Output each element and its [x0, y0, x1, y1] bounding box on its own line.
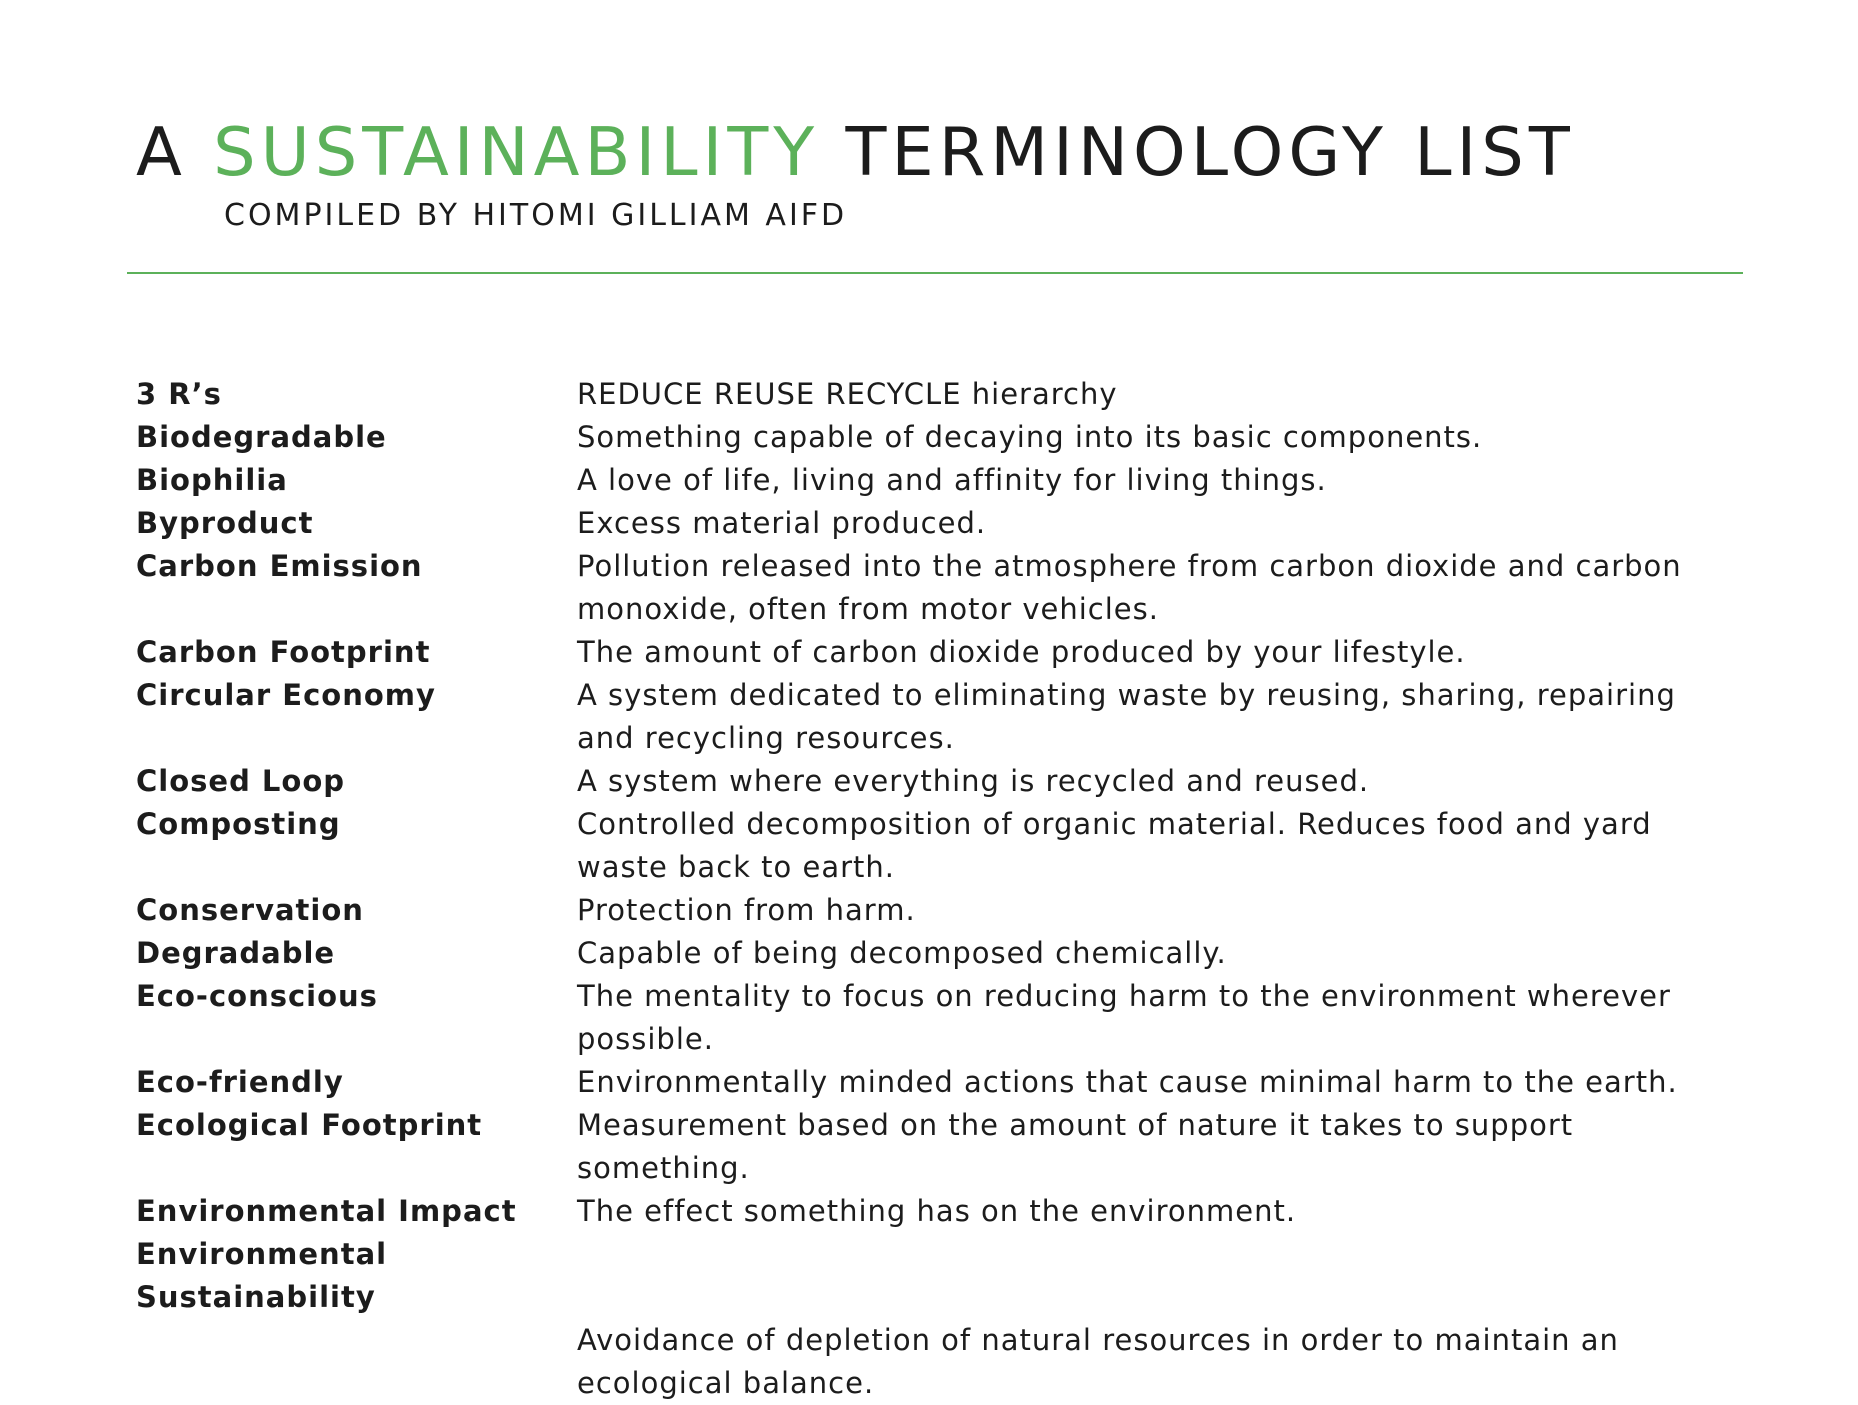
- glossary-term: Biophilia: [136, 463, 288, 497]
- glossary-definition: Capable of being decomposed chemically.: [577, 936, 1227, 970]
- title-suffix: TERMINOLOGY LIST: [819, 113, 1575, 191]
- glossary-list: [136, 373, 1746, 1405]
- glossary-definition: Avoidance of depletion of natural resources in order to maintain an ecological balance.: [577, 1323, 1619, 1400]
- glossary-term: Carbon Footprint: [136, 635, 431, 669]
- glossary-entry: [136, 975, 1746, 1061]
- glossary-entry: [136, 932, 1746, 975]
- glossary-entry: [136, 803, 1746, 889]
- glossary-entry: [136, 1190, 1746, 1233]
- glossary-term: Environmental Sustainability: [136, 1237, 388, 1314]
- glossary-entry: [136, 459, 1746, 502]
- glossary-definition: REDUCE REUSE RECYCLE hierarchy: [577, 377, 1118, 411]
- glossary-term: Ecological Footprint: [136, 1108, 483, 1142]
- glossary-definition: Something capable of decaying into its basic components.: [577, 420, 1483, 454]
- glossary-entry: [136, 416, 1746, 459]
- glossary-term: Environmental Impact: [136, 1194, 517, 1228]
- glossary-definition: A system dedicated to eliminating waste by reusing, sharing, repairing and recycling resources.: [577, 678, 1676, 755]
- glossary-entry: [136, 889, 1746, 932]
- glossary-definition: A love of life, living and affinity for living things.: [577, 463, 1327, 497]
- glossary-term: Closed Loop: [136, 764, 346, 798]
- glossary-definition: Measurement based on the amount of nature it takes to support something.: [577, 1108, 1574, 1185]
- glossary-term: Conservation: [136, 893, 364, 927]
- glossary-term: Byproduct: [136, 506, 314, 540]
- glossary-entry: [136, 674, 1746, 760]
- glossary-term: Eco-friendly: [136, 1065, 344, 1099]
- glossary-entry: [136, 1104, 1746, 1190]
- glossary-definition: Excess material produced.: [577, 506, 987, 540]
- glossary-entry: [136, 1233, 1746, 1405]
- glossary-definition: Controlled decomposition of organic material. Reduces food and yard waste back to earth.: [577, 807, 1652, 884]
- glossary-definition: The effect something has on the environment.: [577, 1194, 1297, 1228]
- glossary-term: Eco-conscious: [136, 979, 378, 1013]
- glossary-entry: [136, 545, 1746, 631]
- glossary-entry: [136, 760, 1746, 803]
- title-prefix: A: [136, 113, 214, 191]
- glossary-definition: Protection from harm.: [577, 893, 916, 927]
- glossary-entry: [136, 1061, 1746, 1104]
- glossary-definition: Environmentally minded actions that cause minimal harm to the earth.: [577, 1065, 1678, 1099]
- document-title: [136, 108, 1575, 196]
- glossary-term: Carbon Emission: [136, 549, 423, 583]
- glossary-entry: [136, 631, 1746, 674]
- glossary-definition: Pollution released into the atmosphere from carbon dioxide and carbon monoxide, often from motor vehicles.: [577, 549, 1682, 626]
- document-subtitle: COMPILED BY HITOMI GILLIAM AIFD: [224, 198, 848, 233]
- glossary-entry: [136, 502, 1746, 545]
- title-accent-word: SUSTAINABILITY: [213, 113, 820, 191]
- header-divider: [127, 272, 1743, 274]
- glossary-definition: The mentality to focus on reducing harm to the environment wherever possible.: [577, 979, 1671, 1056]
- glossary-term: 3 R’s: [136, 377, 222, 411]
- glossary-term: Biodegradable: [136, 420, 387, 454]
- glossary-definition: The amount of carbon dioxide produced by your lifestyle.: [577, 635, 1466, 669]
- glossary-term: Circular Economy: [136, 678, 436, 712]
- glossary-entry: [136, 373, 1746, 416]
- glossary-term: Composting: [136, 807, 341, 841]
- glossary-term: Degradable: [136, 936, 336, 970]
- glossary-definition: A system where everything is recycled and reused.: [577, 764, 1370, 798]
